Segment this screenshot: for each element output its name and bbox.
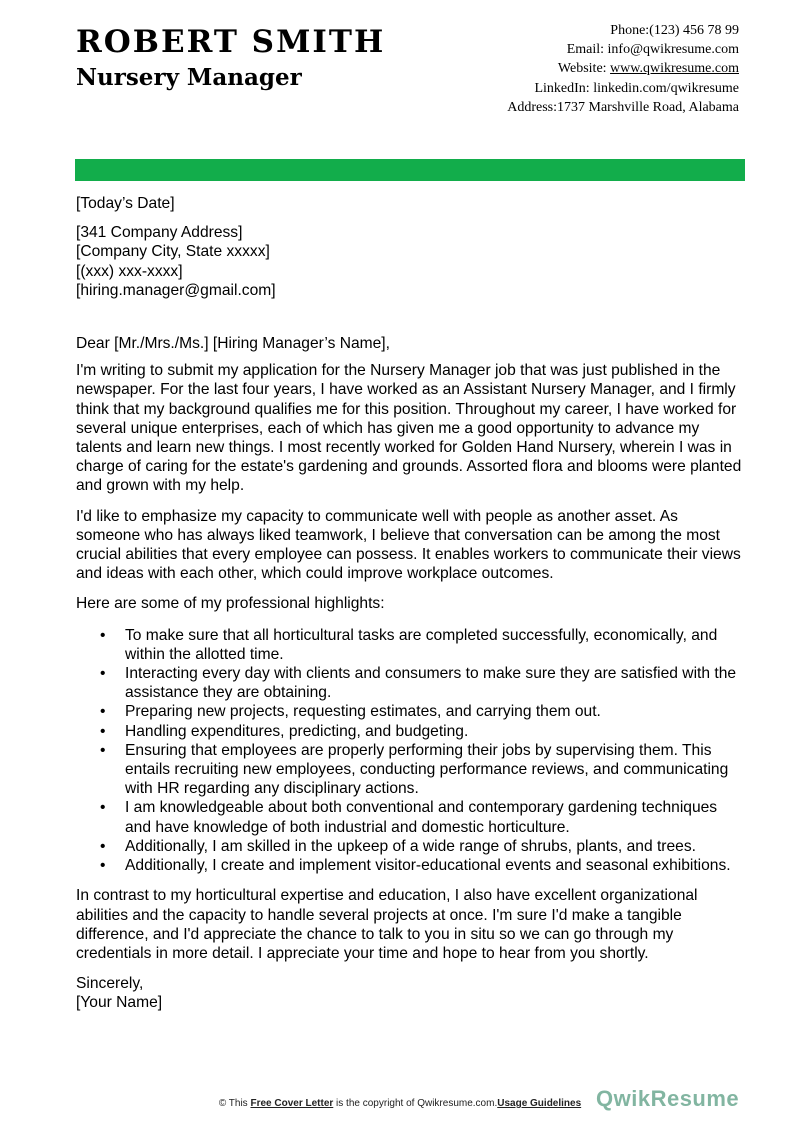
highlights-list: [76, 626, 746, 876]
bullet-icon: •: [100, 837, 106, 855]
signature-name: [Your Name]: [76, 994, 163, 1012]
recipient-address: [76, 223, 746, 300]
bullet-icon: •: [100, 722, 106, 740]
website-label: Website:: [557, 61, 611, 77]
contact-address: Address:1737 Marshville Road, Alabama: [507, 99, 739, 115]
bullet-icon: •: [100, 857, 106, 875]
list-item: [76, 626, 746, 664]
list-item: [76, 664, 746, 702]
paragraph-closing: In contrast to my horticultural expertise and education, I also have excellent organizational abilities and the capacity to handle several projects at once. I'm sure I'd make a tangible difference, and I'd appreciate the chance to talk to you in situ so we can go through my credentials in more detail. I appreciate your time and hope to hear from you shortly.: [76, 887, 698, 962]
list-item: [76, 798, 746, 836]
usage-guidelines-link[interactable]: Usage Guidelines: [497, 1098, 582, 1109]
list-item-text: Handling expenditures, predicting, and budgeting.: [125, 722, 469, 740]
resume-header: [0, 0, 800, 150]
list-item-text: Preparing new projects, requesting estimates, and carrying them out.: [125, 703, 601, 721]
list-item-text: Additionally, I am skilled in the upkeep of a wide range of shrubs, plants, and trees.: [125, 837, 696, 855]
copyright-footer: [0, 1098, 800, 1109]
list-item-text: I am knowledgeable about both conventional and contemporary gardening techniques and have knowledge of both industrial and domestic horticulture.: [125, 799, 718, 836]
candidate-name: ROBERT SMITH: [76, 24, 386, 60]
contact-website: [459, 59, 739, 78]
letter-body: [76, 194, 746, 1013]
bullet-icon: •: [100, 799, 106, 817]
list-item: [76, 856, 746, 875]
highlights-intro: Here are some of my professional highlights:: [76, 595, 385, 613]
candidate-job-title: Nursery Manager: [76, 64, 302, 91]
footer-copyright-text: is the copyright of Qwikresume.com.: [333, 1098, 498, 1109]
bullet-icon: •: [100, 741, 106, 759]
bullet-icon: •: [100, 703, 106, 721]
list-item: [76, 741, 746, 799]
list-item-text: Ensuring that employees are properly performing their jobs by supervising them. This entails recruiting new employees, conducting performance reviews, and communicating with HR regarding any disciplinary actions.: [125, 741, 729, 798]
contact-block: [459, 21, 739, 117]
contact-email: Email: info@qwikresume.com: [566, 42, 739, 58]
list-item: [76, 722, 746, 741]
recipient-city-state: [Company City, State xxxxx]: [76, 243, 270, 261]
footer-prefix: © This: [218, 1098, 251, 1109]
bullet-icon: •: [100, 665, 106, 683]
contact-linkedin: LinkedIn: linkedin.com/qwikresume: [534, 80, 739, 96]
list-item-text: Additionally, I create and implement visitor-educational events and seasonal exhibitions.: [125, 857, 731, 875]
list-item: [76, 837, 746, 856]
qwikresume-logo-watermark: QwikResume: [596, 1086, 740, 1111]
list-item: [76, 702, 746, 721]
recipient-phone: [(xxx) xxx-xxxx]: [76, 262, 183, 280]
website-link[interactable]: www.qwikresume.com: [610, 61, 739, 77]
free-cover-letter-link[interactable]: Free Cover Letter: [250, 1098, 334, 1109]
accent-divider-bar: [75, 159, 745, 181]
paragraph-intro: I'm writing to submit my application for the Nursery Manager job that was just published in the newspaper. For the last four years, I have worked as an Assistant Nursery Manager, and I firmly think that my background qualifies me for this position. Throughout my career, I have worked for several unique enterprises, each of which has given me a good opportunity to advance my talents and learn new things. I most recently worked for Golden Hand Nursery, wherein I was in charge of caring for the estate's gardening and grounds. Assorted flora and blooms were planted and grown with my help.: [76, 362, 742, 495]
letter-date: [Today’s Date]: [76, 195, 175, 212]
list-item-text: Interacting every day with clients and consumers to make sure they are satisfied with the assistance they are obtaining.: [125, 665, 737, 702]
paragraph-communication: I'd like to emphasize my capacity to communicate well with people as another asset. As someone who has always liked teamwork, I believe that conversation can be among the most crucial abilities that every employee can possess. It enables workers to communicate their views and ideas with each other, which could improve workplace outcomes.: [76, 507, 741, 583]
recipient-email: [hiring.manager@gmail.com]: [76, 281, 276, 299]
list-item-text: To make sure that all horticultural tasks are completed successfully, economically, and within the allotted time.: [125, 626, 718, 663]
recipient-company-address: [341 Company Address]: [76, 224, 243, 242]
closing-phrase: Sincerely,: [76, 975, 144, 993]
contact-phone: Phone:(123) 456 78 99: [610, 23, 739, 38]
bullet-icon: •: [100, 626, 106, 644]
salutation: Dear [Mr./Mrs./Ms.] [Hiring Manager’s Name],: [76, 335, 390, 353]
